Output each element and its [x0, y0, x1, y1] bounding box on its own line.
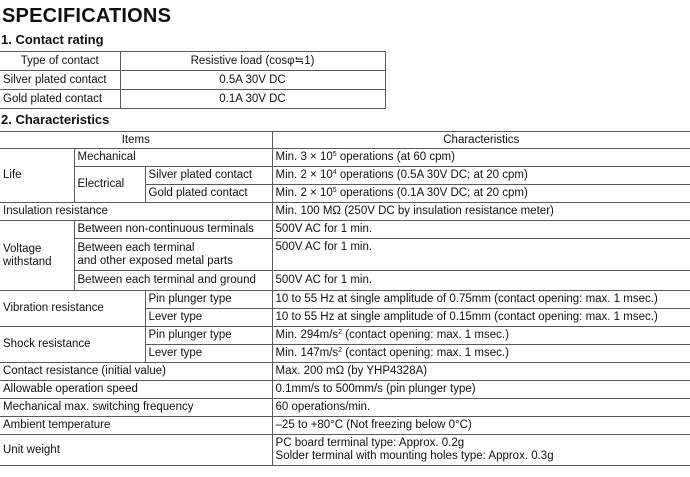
- cell-contact-type: Gold plated contact: [0, 90, 120, 109]
- value-shock-pin: Min. $294m/s^2$ (contact opening: max. 1 msec.): [272, 327, 690, 345]
- header-resistive-load: Resistive load (cosφ≒1): [120, 52, 385, 71]
- label-non-continuous-terminals: Between non-continuous terminals: [74, 221, 272, 239]
- label-switching-frequency: Mechanical max. switching frequency: [0, 399, 272, 417]
- label-vibration-resistance: Vibration resistance: [0, 291, 145, 327]
- value-silver-life: Min. $2 \times 10^4$ operations (0.5A 30V DC; at 20 cpm): [272, 167, 690, 185]
- cell-contact-type: Silver plated contact: [0, 71, 120, 90]
- value-vibration-lever: 10 to 55 Hz at single amplitude of 0.15mm (contact opening: max. 1 msec.): [272, 309, 690, 327]
- label-lever-type: Lever type: [145, 345, 272, 363]
- table-header-row: [0, 52, 385, 71]
- table-row: [0, 167, 690, 185]
- label-lever-type: Lever type: [145, 309, 272, 327]
- value-contact-resistance: Max. 200 mΩ (by YHP4328A): [272, 363, 690, 381]
- value-switching-frequency: 60 operations/min.: [272, 399, 690, 417]
- table-row: [0, 203, 690, 221]
- table-row: [0, 381, 690, 399]
- label-ambient-temperature: Ambient temperature: [0, 417, 272, 435]
- header-characteristics: Characteristics: [272, 132, 690, 149]
- table-row: [0, 363, 690, 381]
- table-row: [0, 327, 690, 345]
- table-header-row: [0, 132, 690, 149]
- label-mechanical: Mechanical: [74, 149, 272, 167]
- label-life: Life: [0, 149, 74, 203]
- value-insulation-resistance: Min. 100 MΩ (250V DC by insulation resistance meter): [272, 203, 690, 221]
- table-row: [0, 271, 690, 291]
- table-row: [0, 71, 385, 90]
- table-row: [0, 435, 690, 466]
- section-heading-contact-rating: 1. Contact rating: [1, 32, 104, 47]
- characteristics-table: [0, 131, 690, 466]
- table-row: [0, 291, 690, 309]
- page-title: SPECIFICATIONS: [2, 5, 172, 27]
- table-row: [0, 149, 690, 167]
- label-unit-weight: Unit weight: [0, 435, 272, 466]
- value-mechanical-life: Min. $3 \times 10^5$ operations (at 60 cpm): [272, 149, 690, 167]
- table-row: [0, 239, 690, 271]
- label-electrical: Electrical: [74, 167, 145, 203]
- label-voltage-withstand: Voltage withstand: [0, 221, 74, 291]
- section-heading-characteristics: 2. Characteristics: [1, 112, 110, 127]
- header-items: Items: [0, 132, 272, 149]
- contact-rating-table: [0, 51, 386, 109]
- value-unit-weight: PC board terminal type: Approx. 0.2g Solder terminal with mounting holes type: Approx. 0.3g: [272, 435, 690, 466]
- value-shock-lever: Min. $147m/s^2$ (contact opening: max. 1 msec.): [272, 345, 690, 363]
- value-voltage-2: 500V AC for 1 min.: [272, 239, 690, 271]
- label-insulation-resistance: Insulation resistance: [0, 203, 272, 221]
- value-operation-speed: 0.1mm/s to 500mm/s (pin plunger type): [272, 381, 690, 399]
- header-type-of-contact: Type of contact: [0, 52, 120, 71]
- table-row: [0, 417, 690, 435]
- label-gold-plated: Gold plated contact: [145, 185, 272, 203]
- value-voltage-3: 500V AC for 1 min.: [272, 271, 690, 291]
- label-pin-plunger-type: Pin plunger type: [145, 291, 272, 309]
- label-contact-resistance: Contact resistance (initial value): [0, 363, 272, 381]
- label-terminal-and-ground: Between each terminal and ground: [74, 271, 272, 291]
- cell-load-value: 0.1A 30V DC: [120, 90, 385, 109]
- value-voltage-1: 500V AC for 1 min.: [272, 221, 690, 239]
- cell-load-value: 0.5A 30V DC: [120, 71, 385, 90]
- label-pin-plunger-type: Pin plunger type: [145, 327, 272, 345]
- table-row: [0, 399, 690, 417]
- value-ambient-temperature: –25 to +80°C (Not freezing below 0°C): [272, 417, 690, 435]
- label-shock-resistance: Shock resistance: [0, 327, 145, 363]
- value-vibration-pin: 10 to 55 Hz at single amplitude of 0.75mm (contact opening: max. 1 msec.): [272, 291, 690, 309]
- table-row: [0, 221, 690, 239]
- label-terminal-and-metal-parts: Between each terminal and other exposed metal parts: [74, 239, 272, 271]
- label-silver-plated: Silver plated contact: [145, 167, 272, 185]
- table-row: [0, 90, 385, 109]
- value-gold-life: Min. $2 \times 10^5$ operations (0.1A 30V DC; at 20 cpm): [272, 185, 690, 203]
- label-operation-speed: Allowable operation speed: [0, 381, 272, 399]
